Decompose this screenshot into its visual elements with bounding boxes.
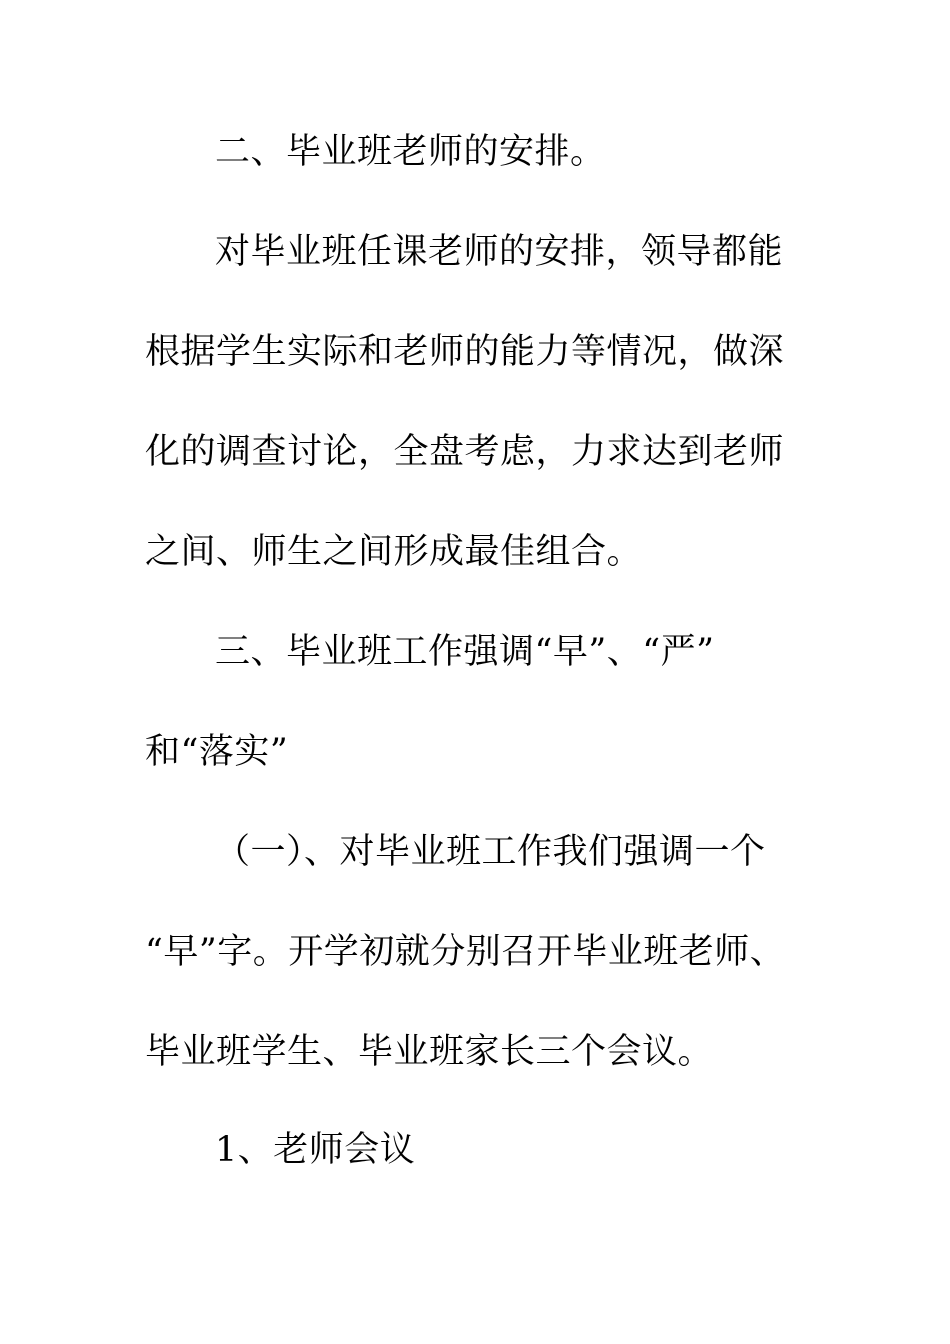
section-heading-2: 二、毕业班老师的安排。 [215, 132, 606, 172]
paragraph-line: 对毕业班任课老师的安排，领导都能 [215, 232, 784, 272]
section-heading-3: 三、毕业班工作强调“早”、“严” [215, 632, 715, 672]
section-heading-3-continued: 和“落实” [145, 732, 289, 772]
subsection-heading-1: （一）、对毕业班工作我们强调一个 [215, 832, 766, 872]
paragraph-line: 化的调查讨论，全盘考虑，力求达到老师 [145, 432, 785, 472]
paragraph-line: “早”字。开学初就分别召开毕业班老师、 [145, 932, 786, 972]
list-item-heading: 1、老师会议 [215, 1130, 416, 1170]
paragraph-line: 根据学生实际和老师的能力等情况，做深 [145, 332, 785, 372]
paragraph-line: 之间、师生之间形成最佳组合。 [145, 532, 643, 572]
paragraph-line: 毕业班学生、毕业班家长三个会议。 [145, 1032, 714, 1072]
